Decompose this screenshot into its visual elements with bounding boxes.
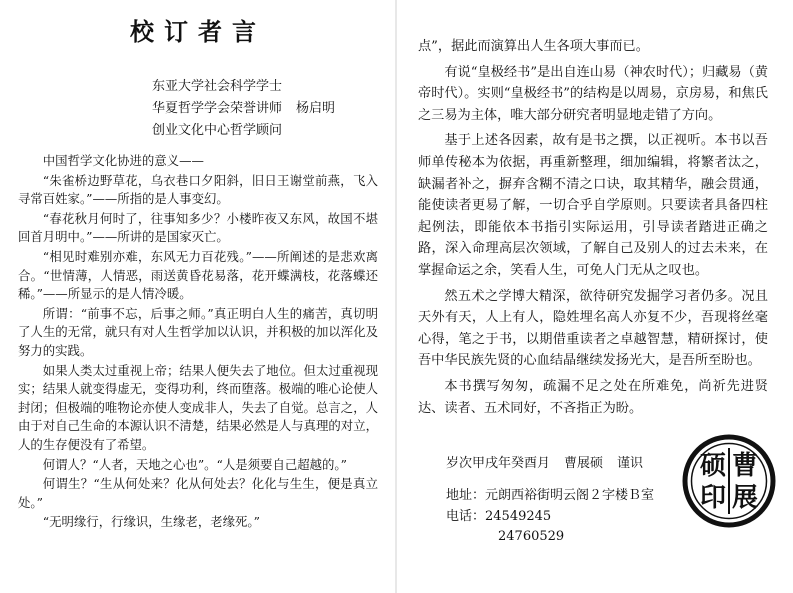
author-credential: 东亚大学社会科学学士: [152, 79, 283, 94]
paragraph: 本书撰写匆匆，疏漏不足之处在所难免，尚祈先进贤达、读者、五术同好，不吝指正为盼。: [418, 378, 768, 416]
seal-stamp-icon: [682, 434, 776, 528]
paragraph: 点”，据此而演算出人生各项大事而已。: [418, 39, 649, 54]
paragraph: 如果人类太过重视上帝；结果人便失去了地位。但太过重视现实；结果人就变得虚无，变得功利，终而堕落。极端的唯心论使人封闭；但极端的唯物论亦使人变成非人，失去了自觉。总言之，人由于对自己生命的本源认识不清楚，结果必然是人与真理的对立，人的生存便没有了希望。: [18, 362, 378, 452]
page-title: 校订者言: [130, 17, 266, 46]
paragraph: “相见时难别亦难，东风无力百花残。”——所阐述的是悲欢离合。“世情薄，人情恶，雨送黄昏花易落，花开蝶满枝，花落蝶还稀。”——所显示的是人情冷暖。: [18, 248, 378, 302]
paragraph: 有说“皇极经书”是出自连山易（神农时代）；归藏易（黄帝时代）。实则“皇极经书”的结构是以周易，京房易，和焦氏之三易为主体，唯大部分研究者明显地走错了方向。: [418, 64, 768, 123]
paragraph: “朱雀桥边野草花，乌衣巷口夕阳斜，旧日王谢堂前燕，飞入寻常百姓家。”——所指的是人事变幻。: [18, 172, 378, 207]
address-line: 地址：元朗西裕街明云阁２字楼Ｂ室: [446, 488, 655, 503]
author-credential: 创业文化中心哲学顾问: [152, 123, 283, 138]
left-body-text: [18, 152, 378, 532]
author-block: [152, 76, 335, 142]
right-body-text: [418, 36, 768, 419]
paragraph: 所谓：“前事不忘，后事之师。”真正明白人生的痛苦，真切明了人生的无常，就只有对人生哲学加以认识，并积极的加以浑化及努力的实践。: [18, 305, 378, 358]
signer-name: 曹展硕: [564, 456, 604, 471]
paragraph: 何谓人？“人者，天地之心也”。“人是须要自己超越的。”: [42, 456, 347, 472]
signature-closing: 谨识: [617, 456, 644, 471]
phone-line: 电话：24549245: [446, 508, 552, 524]
phone-number: 24549245: [485, 508, 552, 524]
paragraph: 然五术之学博大精深，欲待研究发掘学习者仍多。况且天外有天，人上有人，隐姓埋名高人亦复不少，吾现将丝毫心得，笔之于书，以期借重读者之卓越智慧，精研探讨，使吾中华民族先贤的心血结晶继续发扬光大，是吾所至盼也。: [418, 288, 768, 369]
paragraph: 基于上述各因素，故有是书之撰，以正视听。本书以吾师单传秘本为依据，再重新整理，细加编辑，将繁者汰之，缺漏者补之，摒弃含糊不清之口诀，取其精华，融会贯通，能使读者更易了解，一切合乎自学原则。只要读者具备四柱起例法，即能依本书指引实际运用，引导读者踏进正确之路，深入命理高层次领域，了解自己及别人的过去未来，在掌握命运之余，笑看人生，可免人门无从之叹也。: [418, 133, 768, 278]
paragraph: “春花秋月何时了，往事知多少？小楼昨夜又东风，故国不堪回首月明中。”——所讲的是国家灭亡。: [18, 210, 378, 245]
seal-character: 展: [731, 483, 759, 513]
author-credential: 华夏哲学学会荣誉讲师 杨启明: [152, 101, 336, 116]
left-page: [0, 0, 396, 593]
address: 元朗西裕街明云阁２字楼Ｂ室: [485, 488, 655, 503]
paragraph: 中国哲学文化协进的意义——: [42, 153, 204, 168]
phone-number: 24760529: [498, 529, 565, 544]
paragraph: 何谓生？“生从何处来？化从何处去？化化与生生，便是真立处。”: [18, 476, 378, 510]
contact-block: [446, 486, 654, 548]
seal-character: 硕: [699, 451, 727, 481]
seal-character: 曹: [731, 451, 759, 481]
phone-line: [446, 527, 654, 548]
signature-line: [446, 452, 657, 471]
author-name: 杨启明: [296, 101, 336, 116]
seal-character: 印: [699, 483, 727, 513]
signature-date: 岁次甲戌年癸酉月: [446, 456, 551, 471]
paragraph: “无明缘行，行缘识，生缘老，老缘死。”: [42, 514, 260, 530]
